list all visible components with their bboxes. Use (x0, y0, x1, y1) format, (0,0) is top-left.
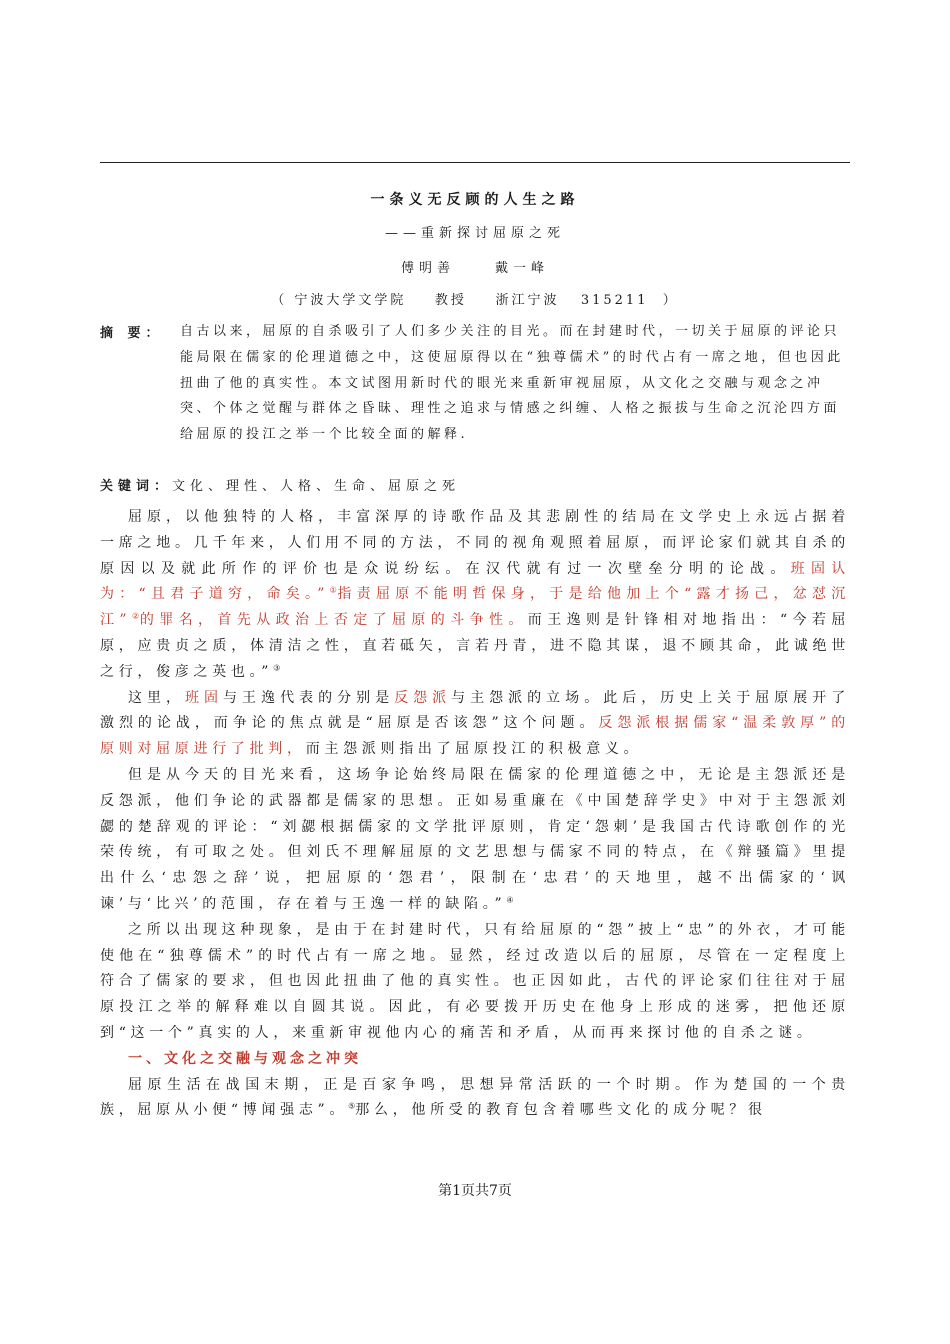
author-1: 傅明善 (400, 261, 455, 276)
paragraph-5 (100, 1073, 850, 1125)
footnote-ref: ⑤ (348, 1101, 356, 1111)
page-footer: 第1页共7页 (438, 1183, 512, 1199)
paragraph-2 (100, 686, 850, 763)
footnote-ref: ② (131, 611, 140, 621)
paper-title: 一条义无反顾的人生之路 (370, 192, 580, 208)
body-text (100, 505, 850, 1124)
paper-authors (100, 257, 850, 276)
paragraph-3 (100, 763, 850, 918)
keywords-line (100, 475, 460, 494)
paragraph-text: 与主怨派的立场。此后，历史上关于屈原展开了激烈的论战，而争论的焦点就是“屈原是否该怨”这个问题。 (100, 689, 850, 732)
abstract-label: 摘 要： (100, 326, 164, 341)
paragraph-text: 屈原，以他独特的人格，丰富深厚的诗歌作品及其悲剧性的结局在文学史上永远占据着一席之地。几千年来，人们用不同的方法，不同的视角观照着屈原，而评论家们就其自杀的原因以及就此所作的评价也是众说纷纭。在汉代就有过一次壁垒分明的论战。 (100, 509, 850, 577)
keywords-label: 关键词： (100, 479, 173, 494)
highlight-text: 反怨派 (394, 689, 452, 706)
author-2: 戴一峰 (495, 261, 550, 276)
section-heading-1: 一、文化之交融与观念之冲突 (128, 1050, 362, 1067)
footnote-ref: ① (329, 585, 338, 595)
footnote-ref: ③ (273, 663, 281, 673)
abstract-text: 自古以来，屈原的自杀吸引了人们多少关注的目光。而在封建时代，一切关于屈原的评论只能局限在儒家的伦理道德之中，这使屈原得以在“独尊儒术”的时代占有一席之地，但也因此扭曲了他的真实性。本文试图用新时代的眼光来重新审视屈原，从文化之交融与观念之冲突、个体之觉醒与群体之昏昧、理性之追求与情感之纠缠、人格之振拔与生命之沉沦四方面给屈原的投江之举一个比较全面的解释. (180, 324, 844, 443)
highlight-text: 班固 (185, 689, 224, 706)
paragraph-text: 但是从今天的目光来看，这场争论始终局限在儒家的伦理道德之中，无论是主怨派还是反怨派，他们争论的武器都是儒家的思想。正如易重廉在《中国楚辞学史》中对于主怨派刘勰的楚辞观的评论：“刘勰根据儒家的文学批评原则，肯定‘怨刺’是我国古代诗歌创作的光荣传统，有可取之处。但刘氏不理解屈原的文艺思想与儒家不同的特点，在《辩骚篇》里提出什么‘忠怨之辞’说，把屈原的‘怨君’，限制在‘忠君’的天地里，越不出儒家的‘讽谏’与‘比兴’的范围，存在着与王逸一样的缺陷。” (100, 766, 850, 912)
paragraph-text: 与王逸代表的分别是 (223, 689, 395, 706)
paragraph-text: 这里， (128, 689, 186, 706)
paper-subtitle: ——重新探讨屈原之死 (384, 226, 565, 241)
paragraph-text: 屈原生活在战国末期，正是百家争鸣，思想异常活跃的一个时期。作为楚国的一个贵族，屈原从小便“博闻强志”。 (100, 1076, 850, 1119)
highlight-text: 反怨派根据儒家“温柔敦厚”的原则对屈原进行了批判， (100, 715, 850, 758)
highlight-text: 的罪名，首先从政治上否定了屈原的斗争性。 (139, 612, 528, 629)
paragraph-1 (100, 505, 850, 686)
footnote-ref: ④ (506, 895, 514, 905)
paper-affiliation: （ 宁波大学文学院 教授 浙江宁波 315211 ） (271, 293, 679, 308)
keywords-text: 文化、理性、人格、生命、屈原之死 (172, 479, 461, 494)
highlight-text: 班固认为：“且君子道穷，命矣。” (100, 560, 850, 603)
paragraph-text: 而王逸则是针锋相对地指出：“今若屈原，应贵贞之质，体清洁之性，直若砥矢，言若丹青，进不隐其谋，退不顾其命，此诚绝世之行，俊彦之英也。” (100, 612, 851, 680)
highlight-text: 指责屈原不能明哲保身，于是给他加上个“露才扬己，忿怼沉江” (100, 586, 851, 629)
paragraph-4: 之所以出现这种现象，是由于在封建时代，只有给屈原的“怨”披上“忠”的外衣，才可能使他在“独尊儒术”的时代占有一席之地。显然，经过改造以后的屈原，尽管在一定程度上符合了儒家的要求，但也因此扭曲了他的真实性。也正因如此，古代的评论家们往往对于屈原投江之举的解释难以自圆其说。因此，有必要拨开历史在他身上形成的迷雾，把他还原到“这一个”真实的人，来重新审视他内心的痛苦和矛盾，从而再来探讨他的自杀之谜。 (100, 921, 850, 1041)
paragraph-text: 而主怨派则指出了屈原投江的积极意义。 (305, 741, 643, 758)
header-rule (100, 162, 850, 163)
paragraph-text: 那么，他所受的教育包含着哪些文化的成分呢？很 (355, 1102, 767, 1119)
